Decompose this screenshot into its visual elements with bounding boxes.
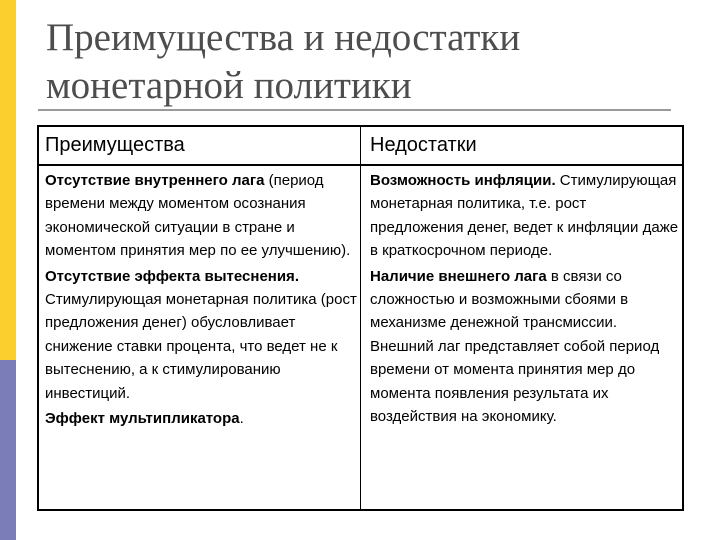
column-divider	[360, 127, 361, 509]
advantage-text: .	[239, 410, 244, 428]
disadvantages-header: Недостатки	[370, 134, 477, 156]
disadvantage-text: в связи со сложностью и возможными сбоями в механизме денежной трансмиссии. Внешний лаг представляет собой период времени от момента принятия мер до момента появления результата их воздействия на экономику.	[370, 267, 660, 426]
advantages-header: Преимущества	[45, 134, 185, 156]
disadvantages-body	[370, 169, 682, 430]
slide-title-line-2: монетарной политики	[46, 64, 412, 107]
disadvantage-text: Стимулирующая монетарная политика, т.е. рост предложения денег, ведет к инфляции даже в краткосрочном периоде.	[370, 172, 679, 260]
disadvantage-item	[370, 169, 682, 263]
title-divider	[38, 109, 671, 111]
disadvantage-item	[370, 265, 682, 429]
advantage-item	[45, 407, 357, 430]
advantages-body	[45, 169, 357, 432]
advantage-title: Эффект мультипликатора	[45, 410, 240, 428]
advantage-text: (период времени между моментом осознания экономической ситуации в стране и моментом принятия мер по ее улучшению).	[45, 172, 351, 260]
advantage-text: Стимулирующая монетарная политика (рост предложения денег) обусловливает снижение ставки процента, что ведет не к вытеснению, а к стимулированию инвестиций.	[45, 291, 357, 402]
slide-title-line-1: Преимущества и недостатки	[46, 16, 521, 59]
accent-bar-purple	[0, 360, 16, 540]
slide-title	[46, 14, 686, 110]
header-divider	[39, 164, 682, 166]
accent-bar-yellow	[0, 0, 16, 360]
advantage-title: Отсутствие эффекта вытеснения.	[45, 267, 299, 285]
advantage-title: Отсутствие внутреннего лага	[45, 172, 265, 189]
disadvantage-title: Наличие внешнего лага	[370, 267, 547, 285]
comparison-table	[37, 125, 684, 511]
disadvantage-title: Возможность инфляции.	[370, 172, 556, 189]
advantage-item	[45, 265, 357, 405]
advantage-item	[45, 169, 357, 263]
